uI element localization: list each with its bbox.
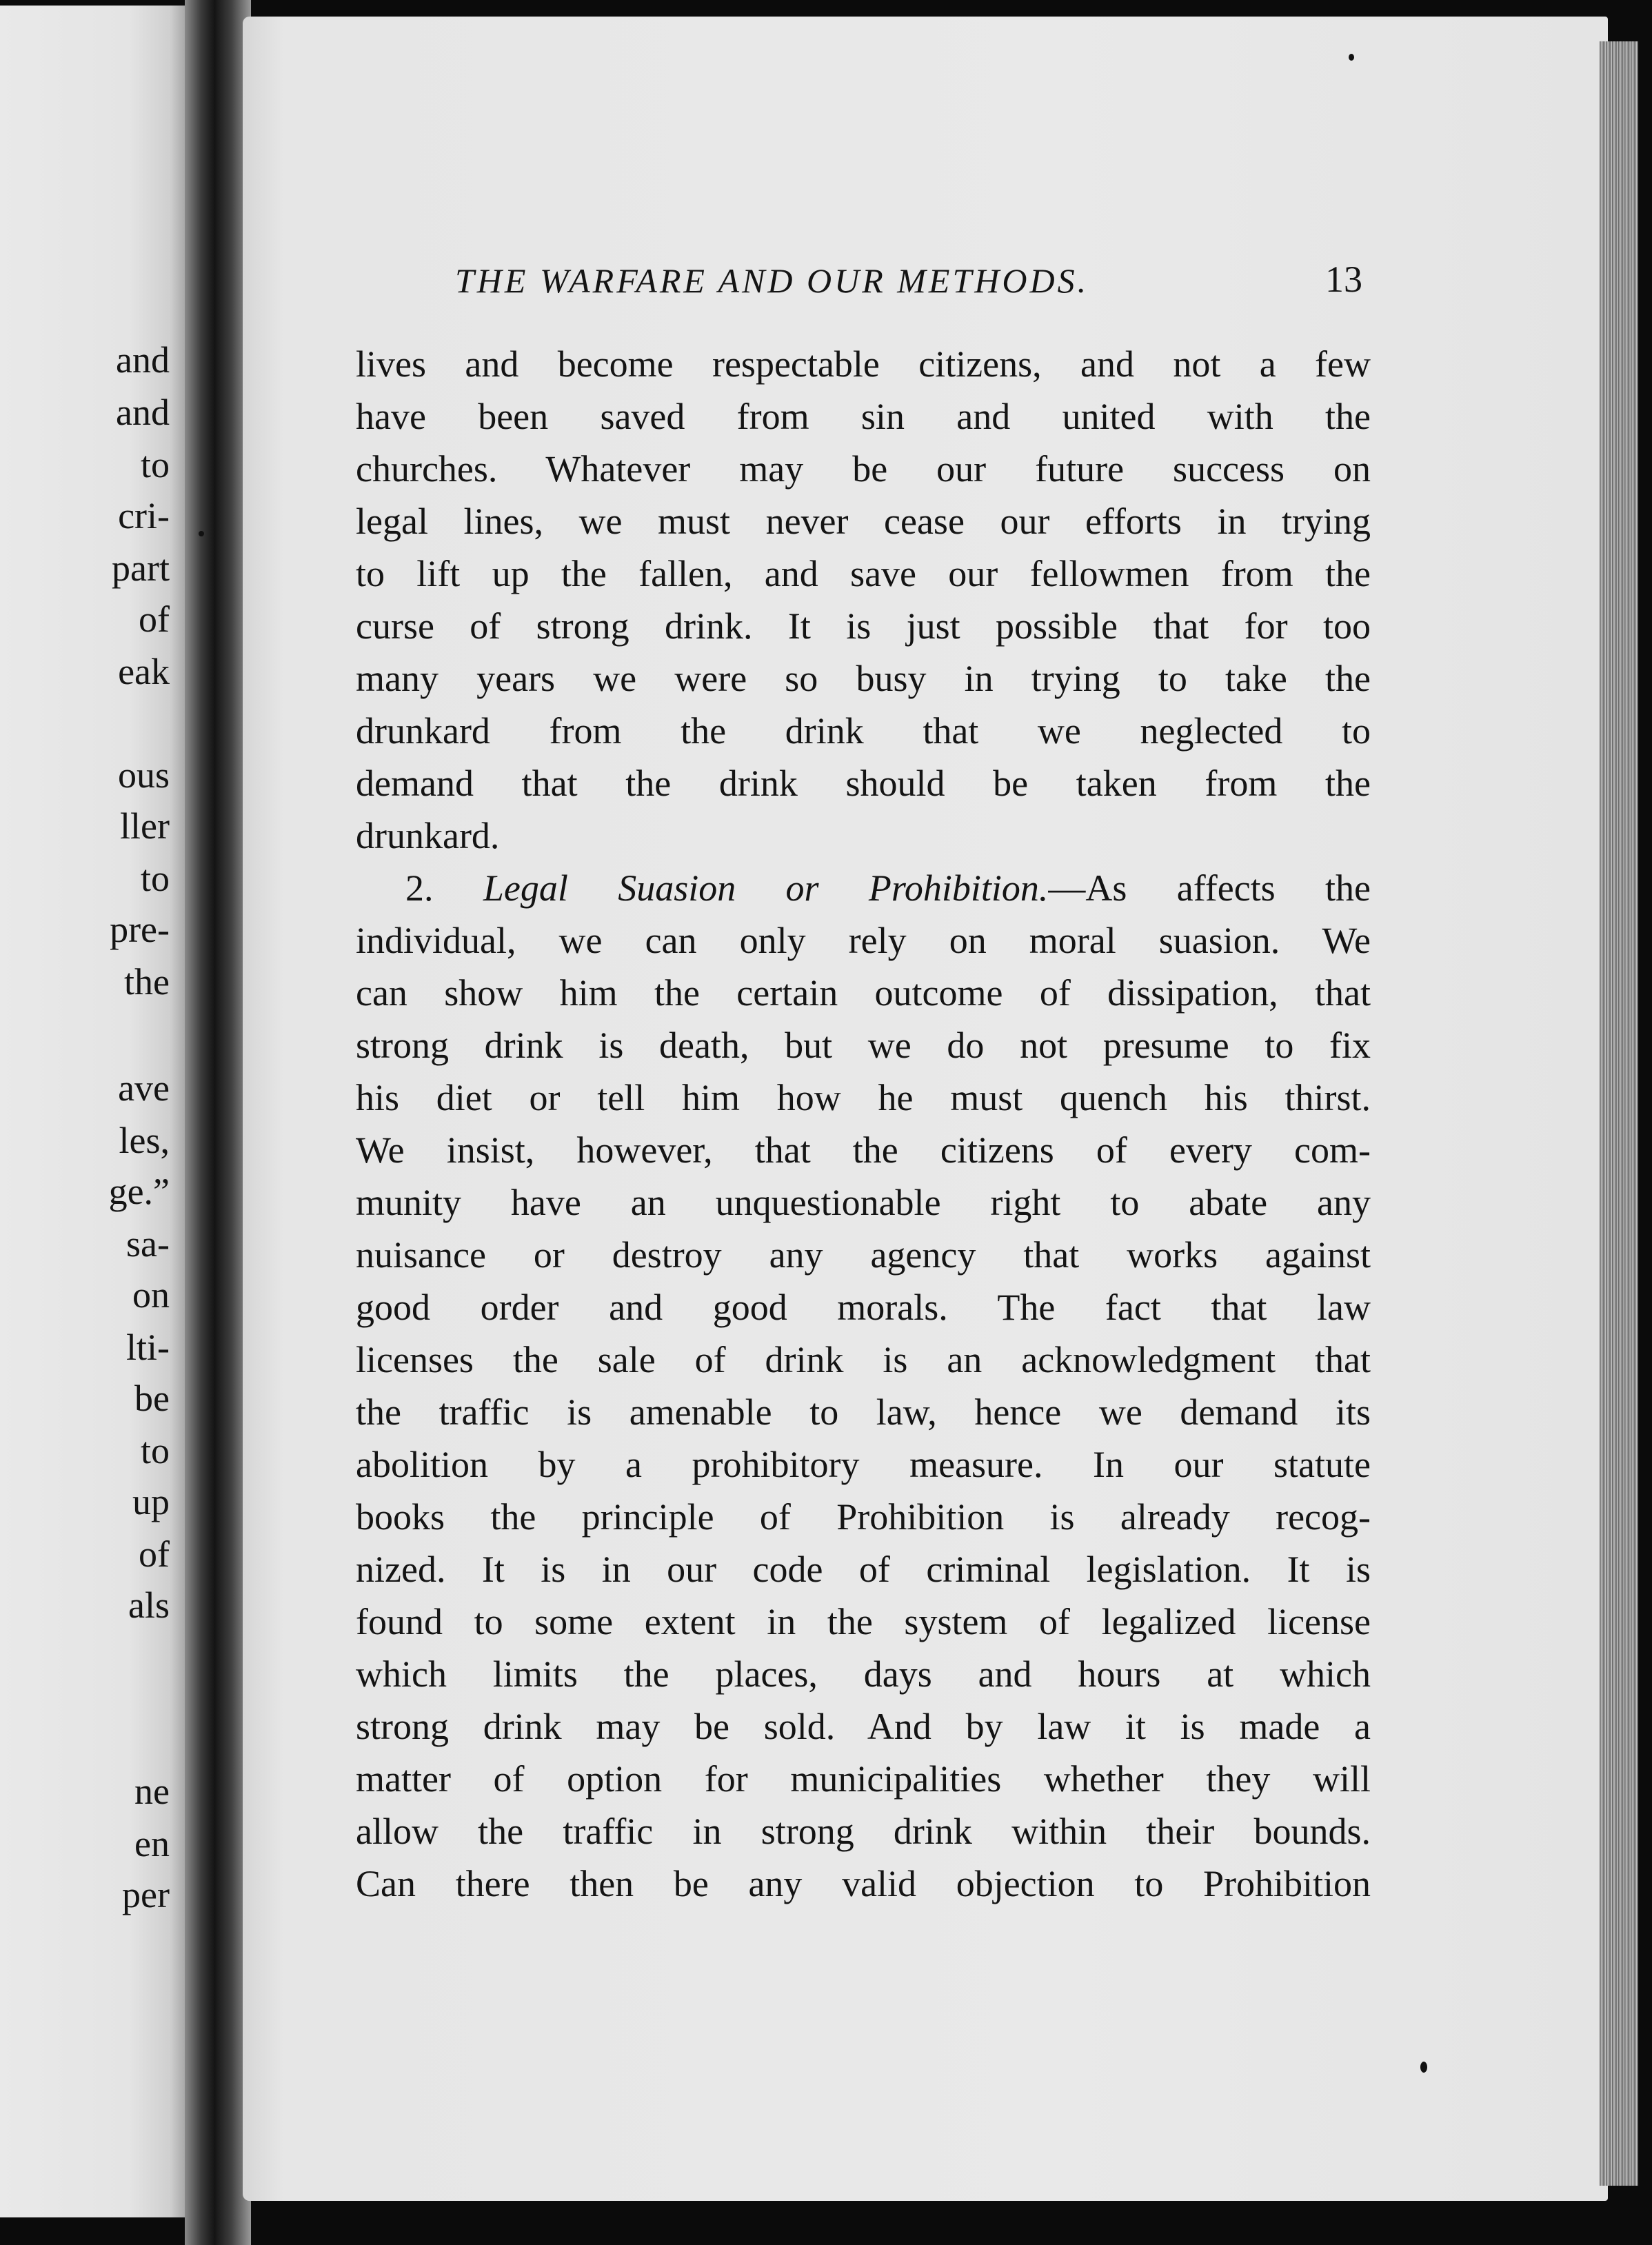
text-line: individual, we can only rely on moral suasion. We [356, 920, 1371, 961]
text-line: munity have an unquestionable right to abate any [356, 1182, 1371, 1223]
text-line: found to some extent in the system of legalized license [356, 1601, 1371, 1642]
text-line: good order and good morals. The fact that law [356, 1287, 1371, 1328]
text-line: drunkard. [356, 815, 500, 856]
left-page-line: ave [118, 1067, 170, 1109]
text-line: demand that the drink should be taken from the [356, 763, 1371, 804]
left-page-line: per [122, 1874, 170, 1915]
page-edges [1600, 41, 1638, 2186]
left-page-line: to [140, 444, 170, 485]
text-line: allow the traffic in strong drink within their bounds. [356, 1811, 1371, 1852]
left-page-line: and [116, 339, 170, 381]
left-page-line: ne [134, 1771, 170, 1812]
running-head: THE WARFARE AND OUR METHODS. [455, 261, 1089, 300]
text-line: drunkard from the drink that we neglected to [356, 710, 1371, 752]
left-page-line: to [140, 1430, 170, 1471]
text-line: abolition by a prohibitory measure. In our statute [356, 1444, 1371, 1485]
text-line: lives and become respectable citizens, and not a few [356, 343, 1371, 385]
left-page-line: be [134, 1378, 170, 1419]
scan-speck [1349, 54, 1354, 61]
left-page-line: the [124, 961, 170, 1003]
left-page-line: les, [119, 1120, 170, 1161]
text-line: nized. It is in our code of criminal legislation. It is [356, 1549, 1371, 1590]
left-page-line: ge.” [108, 1171, 170, 1212]
left-page-line: ous [117, 754, 170, 796]
left-page-line: en [134, 1823, 170, 1864]
text-line: many years we were so busy in trying to take the [356, 658, 1371, 699]
section-number: 2. [405, 867, 434, 909]
text-line: churches. Whatever may be our future success on [356, 448, 1371, 490]
text-line: strong drink may be sold. And by law it is made a [356, 1706, 1371, 1747]
scan-speck [199, 531, 204, 536]
section-lead: —As affects the [1048, 867, 1371, 909]
book-gutter [185, 0, 251, 2245]
text-line: legal lines, we must never cease our efforts in trying [356, 501, 1371, 542]
text-line: nuisance or destroy any agency that works against [356, 1234, 1371, 1276]
text-line: which limits the places, days and hours at which [356, 1653, 1371, 1695]
left-page-line: to [140, 858, 170, 899]
text-line: curse of strong drink. It is just possible that for too [356, 605, 1371, 647]
section-heading-line [356, 862, 1371, 914]
left-page-line: pre- [110, 909, 170, 950]
left-page-line: eak [118, 651, 170, 692]
text-line: books the principle of Prohibition is already recog- [356, 1496, 1371, 1538]
section-heading: Legal Suasion or Prohibition. [483, 867, 1049, 909]
left-page-line: part [112, 547, 170, 589]
text-line: have been saved from sin and united with the [356, 396, 1371, 437]
left-page-line: ller [120, 805, 170, 847]
text-line: his diet or tell him how he must quench his thirst. [356, 1077, 1371, 1118]
left-page-line: sa- [126, 1223, 170, 1265]
left-page-line: of [139, 1533, 170, 1575]
left-page-line: of [139, 598, 170, 640]
page-number: 13 [1325, 259, 1362, 300]
text-line: can show him the certain outcome of dissipation, that [356, 972, 1371, 1014]
text-line: strong drink is death, but we do not presume to fix [356, 1025, 1371, 1066]
text-line: licenses the sale of drink is an acknowledgment that [356, 1339, 1371, 1380]
scan-speck [1420, 2062, 1427, 2073]
left-page-line: up [132, 1481, 170, 1522]
text-line: matter of option for municipalities whether they will [356, 1758, 1371, 1800]
text-line: Can there then be any valid objection to Prohibition [356, 1863, 1371, 1904]
left-facing-page [0, 6, 185, 2217]
left-page-line: and [116, 392, 170, 433]
text-line: to lift up the fallen, and save our fellowmen from the [356, 553, 1371, 594]
text-line: We insist, however, that the citizens of every com- [356, 1129, 1371, 1171]
text-line: the traffic is amenable to law, hence we demand its [356, 1391, 1371, 1433]
left-page-line: als [128, 1584, 170, 1626]
left-page-line: on [132, 1274, 170, 1316]
left-page-line: cri- [118, 495, 170, 536]
left-page-line: lti- [126, 1327, 170, 1368]
